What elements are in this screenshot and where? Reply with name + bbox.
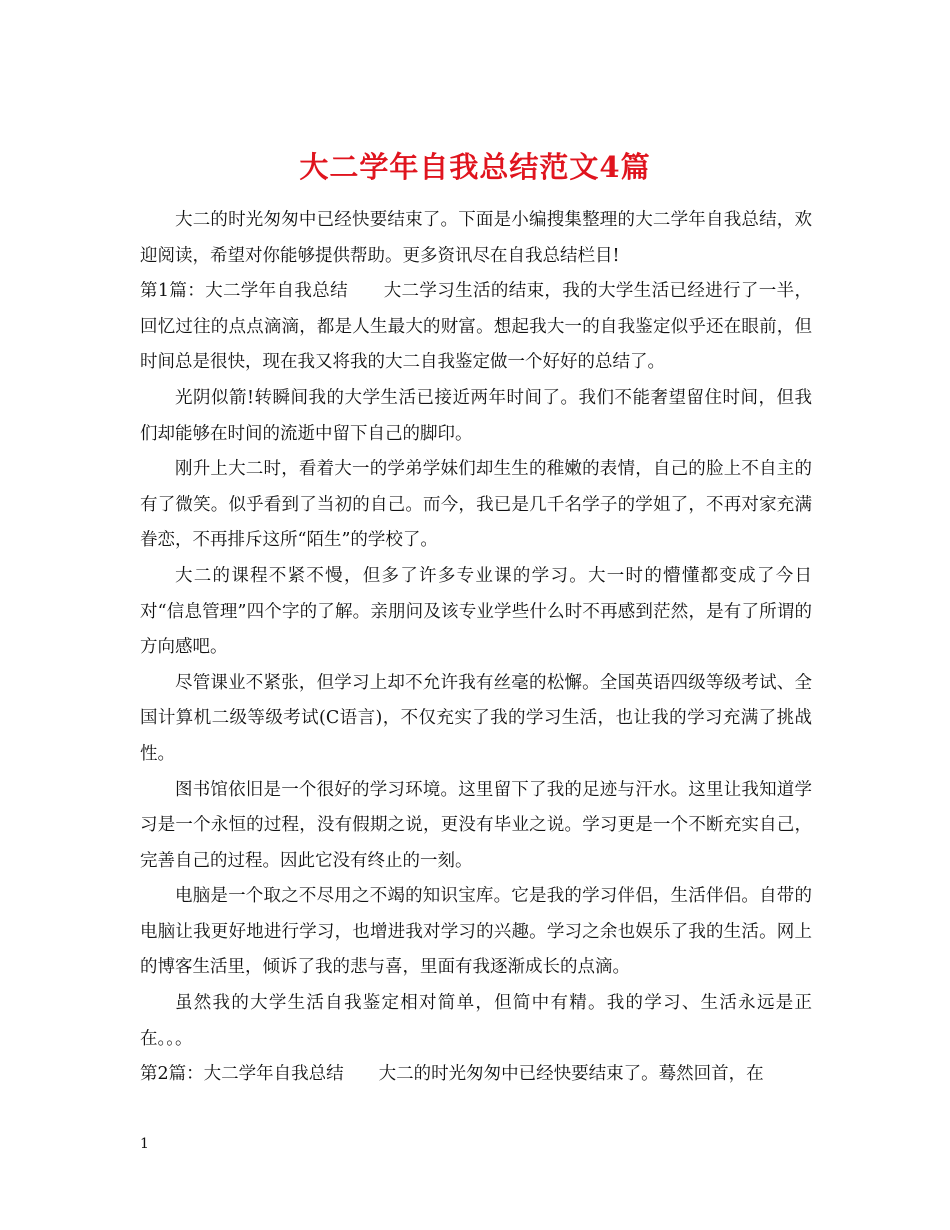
body-paragraph: 大二的课程不紧不慢，但多了许多专业课的学习。大一时的懵懂都变成了今日对“信息管理”四个字的了解。亲朋问及该专业学些什么时不再感到茫然，是有了所谓的方向感吧。 <box>140 565 812 658</box>
section-1-heading-paragraph: 第1篇：大二学年自我总结 大二学习生活的结束，我的大学生活已经进行了一半，回忆过往的点点滴滴，都是人生最大的财富。想起我大一的自我鉴定似乎还在眼前，但时间总是很快，现在我又将我的大二自我鉴定做一个好好的总结了。 <box>140 281 812 373</box>
intro-paragraph: 大二的时光匆匆中已经快要结束了。下面是小编搜集整理的大二学年自我总结，欢迎阅读，希望对你能够提供帮助。更多资讯尽在自我总结栏目! <box>140 210 812 266</box>
document-title: 大二学年自我总结范文4篇 <box>299 150 651 185</box>
section-2-heading-paragraph: 第2篇：大二学年自我总结 大二的时光匆匆中已经快要结束了。蓦然回首，在 <box>140 1064 764 1085</box>
body-paragraph: 虽然我的大学生活自我鉴定相对简单，但简中有精。我的学习、生活永远是正在。。。 <box>140 993 812 1049</box>
body-paragraph: 刚升上大二时，看着大一的学弟学妹们却生生的稚嫩的表情，自己的脸上不自主的有了微笑。似乎看到了当初的自己。而今，我已是几千名学子的学姐了，不再对家充满眷恋，不再排斥这所“陌生”的学校了。 <box>140 459 812 551</box>
body-paragraph: 光阴似箭!转瞬间我的大学生活已接近两年时间了。我们不能奢望留住时间，但我们却能够在时间的流逝中留下自己的脚印。 <box>140 387 812 444</box>
body-paragraph: 尽管课业不紧张，但学习上却不允许我有丝毫的松懈。全国英语四级等级考试、全国计算机二级等级考试(C语言)，不仅充实了我的学习生活，也让我的学习充满了挑战性。 <box>140 672 812 764</box>
body-paragraph: 电脑是一个取之不尽用之不竭的知识宝库。它是我的学习伴侣，生活伴侣。自带的电脑让我更好地进行学习，也增进我对学习的兴趣。学习之余也娱乐了我的生活。网上的博客生活里，倾诉了我的悲与喜，里面有我逐渐成长的点滴。 <box>140 886 812 978</box>
page-number: 1 <box>140 1136 149 1152</box>
document-body <box>140 203 812 1093</box>
body-paragraph: 图书馆依旧是一个很好的学习环境。这里留下了我的足迹与汗水。这里让我知道学习是一个永恒的过程，没有假期之说，更没有毕业之说。学习更是一个不断充实自己，完善自己的过程。因此它没有终止的一刻。 <box>140 779 812 871</box>
